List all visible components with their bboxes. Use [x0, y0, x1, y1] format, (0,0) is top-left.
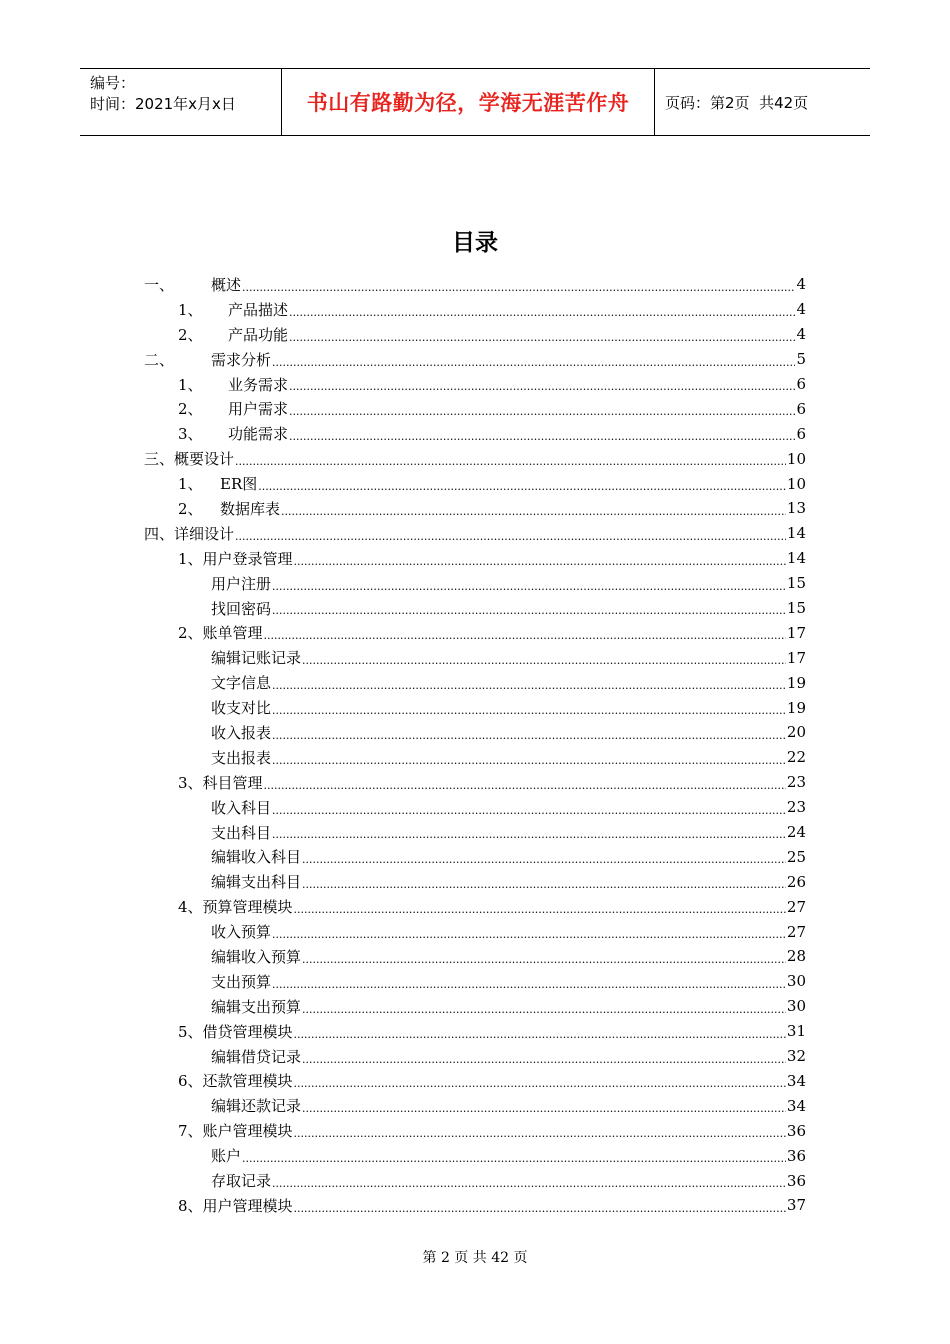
toc-dot-leader: [235, 453, 786, 471]
toc-entry[interactable]: [144, 1168, 806, 1193]
toc-entry-title: 编辑收入预算: [211, 947, 302, 966]
toc-entry[interactable]: [144, 994, 806, 1019]
toc-dot-leader: [272, 802, 786, 820]
toc-entry-title: 三、概要设计: [144, 450, 235, 469]
toc-entry[interactable]: [144, 795, 806, 820]
toc-entry-page-number: 36: [786, 1146, 806, 1165]
toc-dot-leader: [289, 304, 795, 322]
toc-dot-leader: [289, 428, 795, 446]
toc-dot-leader: [302, 652, 786, 670]
toc-entry-title: 支出预算: [211, 972, 272, 991]
toc-entry[interactable]: [144, 421, 806, 446]
toc-entry[interactable]: [144, 1044, 806, 1069]
toc-dot-leader: [272, 752, 786, 770]
toc-dot-leader: [289, 329, 795, 347]
toc-dot-leader: [272, 976, 786, 994]
toc-entry-page-number: 10: [786, 474, 806, 493]
toc-entry[interactable]: [144, 869, 806, 894]
toc-dot-leader: [272, 602, 786, 620]
header-page-cell: [655, 69, 870, 135]
toc-entry-page-number: 4: [796, 300, 806, 319]
toc-dot-leader: [302, 876, 786, 894]
table-of-contents: [144, 272, 806, 1218]
toc-entry[interactable]: [144, 670, 806, 695]
toc-entry-title: 数据库表: [220, 499, 281, 518]
toc-dot-leader: [272, 354, 795, 372]
toc-entry-page-number: 22: [786, 748, 806, 767]
toc-entry-page-number: 34: [786, 1096, 806, 1115]
document-time-label: 时间：2021年x月x日: [90, 95, 236, 113]
toc-entry-title: 编辑借贷记录: [211, 1047, 302, 1066]
toc-entry-title: 业务需求: [228, 375, 289, 394]
toc-entry-title: 1、用户登录管理: [178, 549, 293, 568]
toc-dot-leader: [302, 1001, 786, 1019]
toc-entry-title: 2、账单管理: [178, 624, 263, 643]
toc-entry-title: 文字信息: [211, 674, 272, 693]
toc-entry-title: 找回密码: [211, 599, 272, 618]
toc-dot-leader: [242, 1150, 786, 1168]
toc-entry-number: 2、: [178, 325, 203, 344]
toc-entry-page-number: 23: [786, 773, 806, 792]
toc-entry[interactable]: [144, 645, 806, 670]
toc-entry-title: 8、用户管理模块: [178, 1196, 293, 1215]
toc-entry-page-number: 34: [786, 1071, 806, 1090]
toc-entry-title: 用户需求: [228, 400, 289, 419]
toc-dot-leader: [264, 777, 786, 795]
toc-entry[interactable]: [144, 620, 806, 645]
toc-entry[interactable]: [144, 297, 806, 322]
header-meta-cell: [80, 69, 282, 135]
toc-entry[interactable]: [144, 396, 806, 421]
toc-entry-page-number: 17: [786, 648, 806, 667]
page-header: [80, 68, 870, 136]
toc-dot-leader: [294, 1026, 786, 1044]
toc-entry[interactable]: [144, 546, 806, 571]
toc-dot-leader: [272, 702, 786, 720]
toc-entry-title: 编辑记账记录: [211, 649, 302, 668]
toc-entry-page-number: 28: [786, 947, 806, 966]
toc-dot-leader: [302, 1100, 786, 1118]
toc-entry-page-number: 6: [796, 375, 806, 393]
toc-entry-title: 产品描述: [228, 300, 289, 319]
toc-entry-title: 账户: [211, 1147, 242, 1166]
toc-entry[interactable]: [144, 944, 806, 969]
toc-entry-title: 支出科目: [211, 823, 272, 842]
toc-dot-leader: [294, 1125, 786, 1143]
toc-dot-leader: [294, 1075, 786, 1093]
toc-entry-title: 5、借贷管理模块: [178, 1022, 293, 1041]
toc-dot-leader: [281, 503, 786, 521]
toc-entry-title: 收入科目: [211, 798, 272, 817]
toc-entry-page-number: 25: [786, 847, 806, 866]
toc-entry-number: 2、: [178, 499, 203, 518]
toc-entry-title: 7、账户管理模块: [178, 1122, 293, 1141]
toc-entry-title: 支出报表: [211, 748, 272, 767]
toc-entry-page-number: 27: [786, 897, 806, 916]
toc-entry[interactable]: [144, 1118, 806, 1143]
toc-entry-page-number: 13: [786, 499, 806, 518]
toc-entry-page-number: 17: [786, 623, 806, 642]
toc-entry-page-number: 14: [786, 524, 806, 543]
toc-entry[interactable]: [144, 1069, 806, 1094]
toc-entry-title: 收支对比: [211, 699, 272, 718]
toc-entry-title: 编辑支出科目: [211, 873, 302, 892]
toc-entry[interactable]: [144, 1193, 806, 1218]
toc-entry-number: 二、: [144, 350, 175, 369]
toc-entry[interactable]: [144, 844, 806, 869]
page-footer: [0, 1247, 950, 1267]
toc-entry-page-number: 14: [786, 549, 806, 568]
toc-entry-page-number: 10: [786, 449, 806, 468]
toc-entry[interactable]: [144, 496, 806, 521]
toc-entry-title: 存取记录: [211, 1172, 272, 1190]
document-number-label: 编号：: [90, 74, 136, 92]
toc-entry[interactable]: [144, 720, 806, 745]
toc-entry-page-number: 32: [786, 1047, 806, 1066]
toc-entry[interactable]: [144, 745, 806, 770]
toc-entry-title: 四、详细设计: [144, 524, 235, 543]
toc-dot-leader: [258, 478, 786, 496]
toc-entry[interactable]: [144, 471, 806, 496]
toc-entry[interactable]: [144, 1143, 806, 1168]
toc-entry-title: 功能需求: [228, 425, 289, 444]
toc-entry[interactable]: [144, 969, 806, 994]
toc-entry-page-number: 37: [786, 1196, 806, 1215]
toc-entry-page-number: 19: [786, 673, 806, 692]
toc-entry-page-number: 36: [786, 1171, 806, 1190]
toc-entry[interactable]: [144, 1093, 806, 1118]
header-motto: 书山有路勤为径，学海无涯苦作舟: [306, 91, 630, 115]
toc-entry-number: 1、: [178, 475, 203, 494]
toc-dot-leader: [289, 378, 795, 396]
toc-entry-number: 2、: [178, 400, 203, 419]
toc-dot-leader: [302, 951, 786, 969]
toc-entry[interactable]: [144, 894, 806, 919]
toc-entry-number: 3、: [178, 425, 203, 444]
toc-entry-title: 需求分析: [211, 350, 272, 369]
toc-entry-page-number: 4: [796, 325, 806, 344]
toc-dot-leader: [272, 727, 786, 745]
toc-entry-page-number: 4: [796, 275, 806, 294]
toc-entry-number: 一、: [144, 275, 175, 294]
header-page-info: 页码：第2页 共42页: [665, 93, 809, 112]
toc-entry-title: 产品功能: [228, 325, 289, 344]
toc-entry-page-number: 30: [786, 997, 806, 1016]
toc-dot-leader: [235, 528, 786, 546]
toc-entry-title: 概述: [211, 275, 242, 294]
toc-entry[interactable]: [144, 322, 806, 347]
toc-entry-page-number: 24: [786, 823, 806, 842]
toc-entry-title: 4、预算管理模块: [178, 898, 293, 917]
toc-entry-number: 1、: [178, 375, 203, 394]
toc-dot-leader: [289, 403, 795, 421]
toc-entry-page-number: 15: [786, 574, 806, 593]
toc-entry-title: 编辑还款记录: [211, 1097, 302, 1116]
toc-entry-page-number: 27: [786, 922, 806, 941]
toc-dot-leader: [272, 826, 786, 844]
toc-entry[interactable]: [144, 272, 806, 297]
toc-dot-leader: [302, 1051, 786, 1069]
toc-entry-page-number: 6: [796, 399, 806, 418]
toc-entry-page-number: 26: [786, 872, 806, 891]
toc-entry[interactable]: [144, 571, 806, 596]
toc-dot-leader: [264, 627, 786, 645]
toc-entry-page-number: 36: [786, 1121, 806, 1140]
toc-dot-leader: [294, 553, 786, 571]
header-motto-cell: [282, 69, 655, 135]
toc-entry-page-number: 15: [786, 599, 806, 618]
toc-entry-page-number: 30: [786, 972, 806, 991]
toc-dot-leader: [302, 851, 786, 869]
toc-entry[interactable]: [144, 820, 806, 845]
toc-entry[interactable]: [144, 347, 806, 372]
toc-entry-title: 收入预算: [211, 923, 272, 942]
toc-entry[interactable]: [144, 919, 806, 944]
toc-dot-leader: [242, 279, 795, 297]
toc-entry[interactable]: [144, 770, 806, 795]
toc-dot-leader: [272, 1175, 786, 1193]
toc-dot-leader: [272, 926, 786, 944]
toc-dot-leader: [272, 578, 786, 596]
toc-entry-title: 收入报表: [211, 723, 272, 742]
toc-entry[interactable]: [144, 372, 806, 397]
toc-entry-title: 编辑收入科目: [211, 848, 302, 867]
toc-entry-page-number: 5: [796, 350, 806, 369]
toc-dot-leader: [294, 901, 786, 919]
toc-entry-page-number: 19: [786, 698, 806, 717]
toc-entry-number: 1、: [178, 300, 203, 319]
toc-entry[interactable]: [144, 596, 806, 621]
toc-entry-title: 3、科目管理: [178, 773, 263, 792]
toc-entry[interactable]: [144, 446, 806, 471]
toc-entry-title: ER图: [220, 475, 258, 494]
toc-entry[interactable]: [144, 1019, 806, 1044]
toc-entry-page-number: 31: [786, 1022, 806, 1041]
toc-entry-page-number: 23: [786, 798, 806, 817]
toc-entry-page-number: 6: [796, 424, 806, 443]
toc-entry[interactable]: [144, 521, 806, 546]
toc-dot-leader: [294, 1200, 786, 1218]
toc-entry-page-number: 20: [786, 723, 806, 742]
toc-entry-title: 用户注册: [211, 574, 272, 593]
toc-entry-title: 编辑支出预算: [211, 997, 302, 1016]
toc-title: 目录: [452, 230, 498, 256]
toc-entry-title: 6、还款管理模块: [178, 1072, 293, 1091]
footer-page-number: 第 2 页 共 42 页: [422, 1250, 528, 1266]
toc-dot-leader: [272, 677, 786, 695]
toc-entry[interactable]: [144, 695, 806, 720]
